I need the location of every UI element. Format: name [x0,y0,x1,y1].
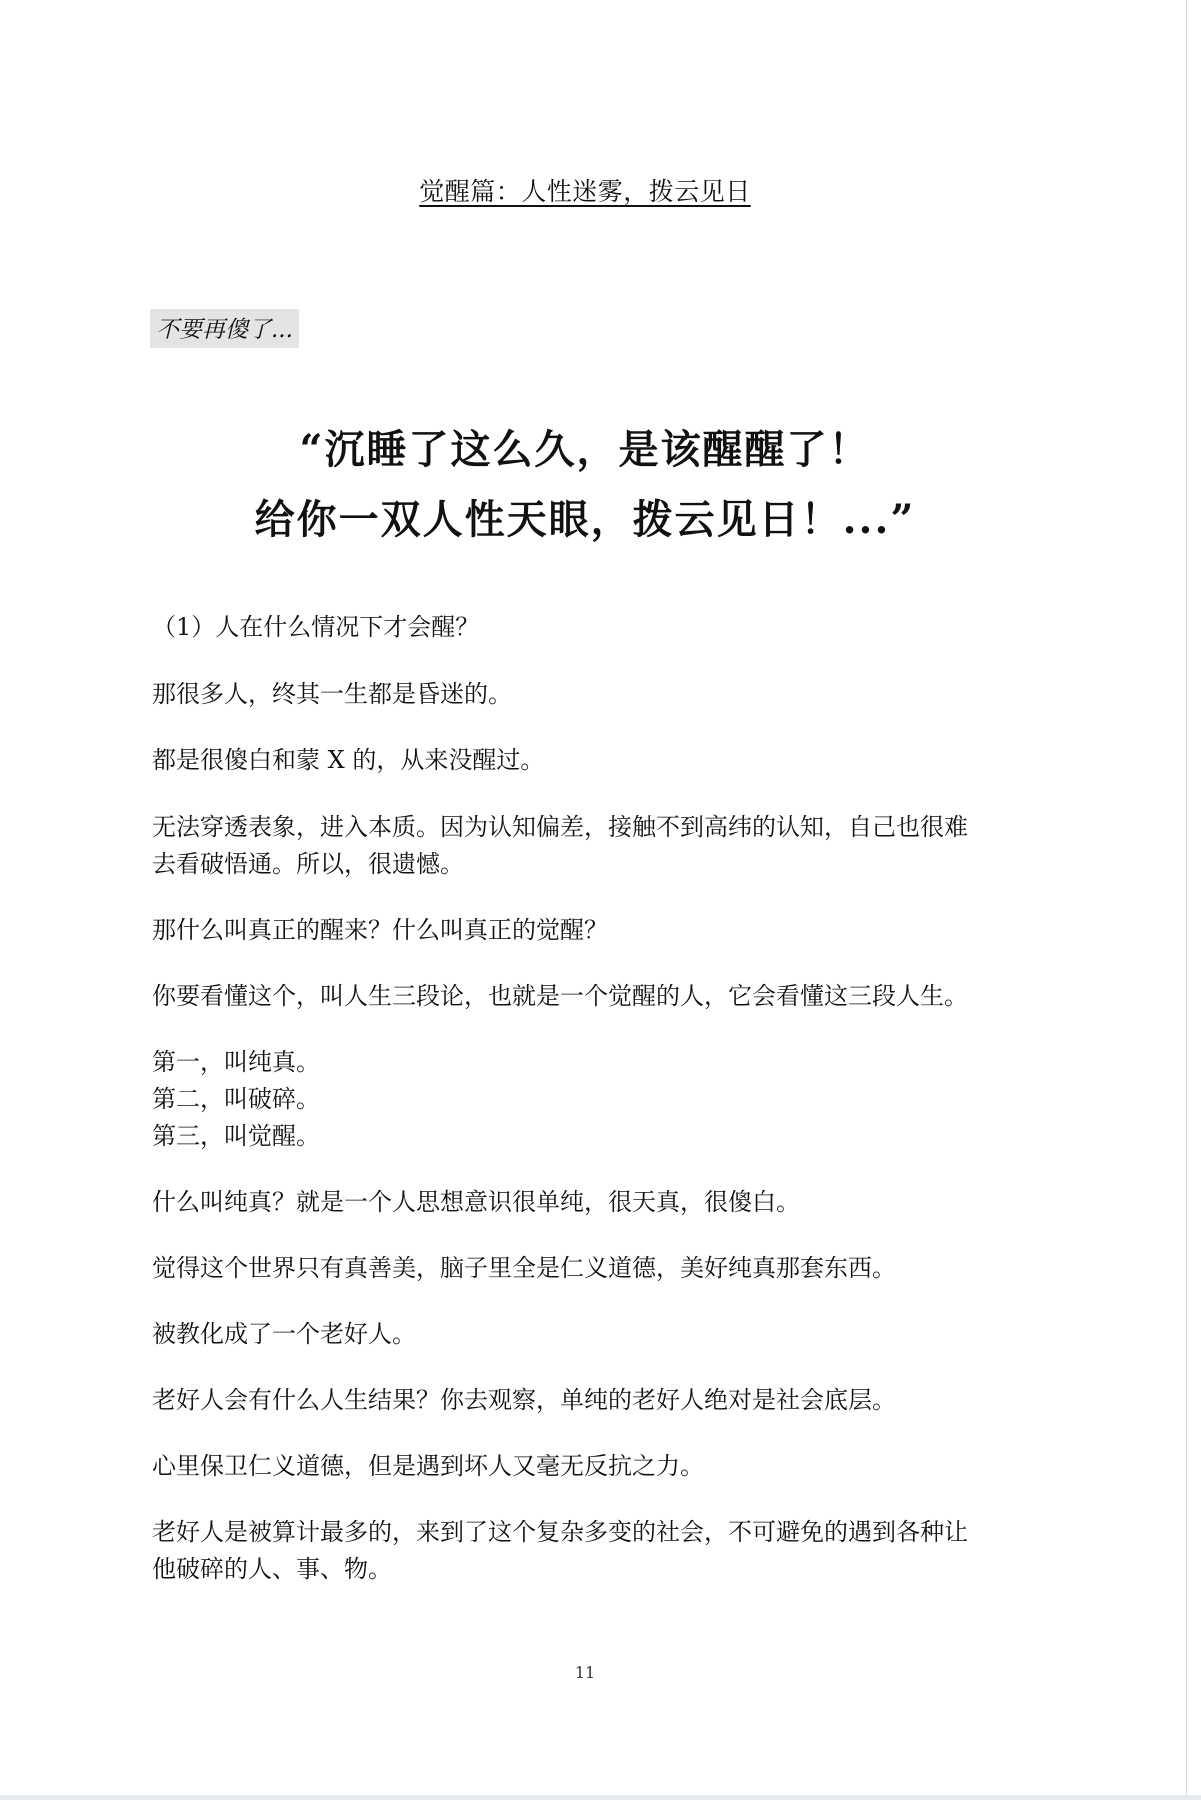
section-question: （1）人在什么情况下才会醒？ [152,613,480,641]
quote-line-2: 给你一双人性天眼，拨云见日！...” [254,496,916,543]
scan-bottom-edge [0,1795,1201,1800]
highlight-label: 不要再傻了... [150,309,299,348]
paragraph: 去看破悟通。所以，很遗憾。 [152,850,464,878]
page-number: 11 [574,1663,596,1682]
quote-line-1: “沉睡了这么久，是该醒醒了！ [299,426,871,473]
paragraph: 觉得这个世界只有真善美，脑子里全是仁义道德，美好纯真那套东西。 [152,1254,896,1282]
paragraph: 无法穿透表象，进入本质。因为认知偏差，接触不到高纬的认知，自己也很难 [152,813,968,841]
page-edge-line [1186,0,1187,1800]
list-item: 第一，叫纯真。 [152,1048,320,1076]
paragraph: 都是很傻白和蒙 X 的，从来没醒过。 [152,746,545,774]
paragraph: 那很多人，终其一生都是昏迷的。 [152,680,512,708]
paragraph: 那什么叫真正的醒来？什么叫真正的觉醒？ [152,916,608,944]
paragraph: 被教化成了一个老好人。 [152,1320,416,1348]
paragraph: 你要看懂这个，叫人生三段论，也就是一个觉醒的人，它会看懂这三段人生。 [152,982,968,1010]
paragraph: 什么叫纯真？就是一个人思想意识很单纯，很天真，很傻白。 [152,1188,800,1216]
paragraph: 老好人会有什么人生结果？你去观察，单纯的老好人绝对是社会底层。 [152,1386,896,1414]
list-item: 第三，叫觉醒。 [152,1122,320,1150]
paragraph: 他破碎的人、事、物。 [152,1555,392,1583]
chapter-heading: 觉醒篇：人性迷雾，拨云见日 [419,177,751,206]
paragraph: 心里保卫仁义道德，但是遇到坏人又毫无反抗之力。 [152,1452,704,1480]
paragraph: 老好人是被算计最多的，来到了这个复杂多变的社会，不可避免的遇到各种让 [152,1518,968,1546]
list-item: 第二，叫破碎。 [152,1085,320,1113]
